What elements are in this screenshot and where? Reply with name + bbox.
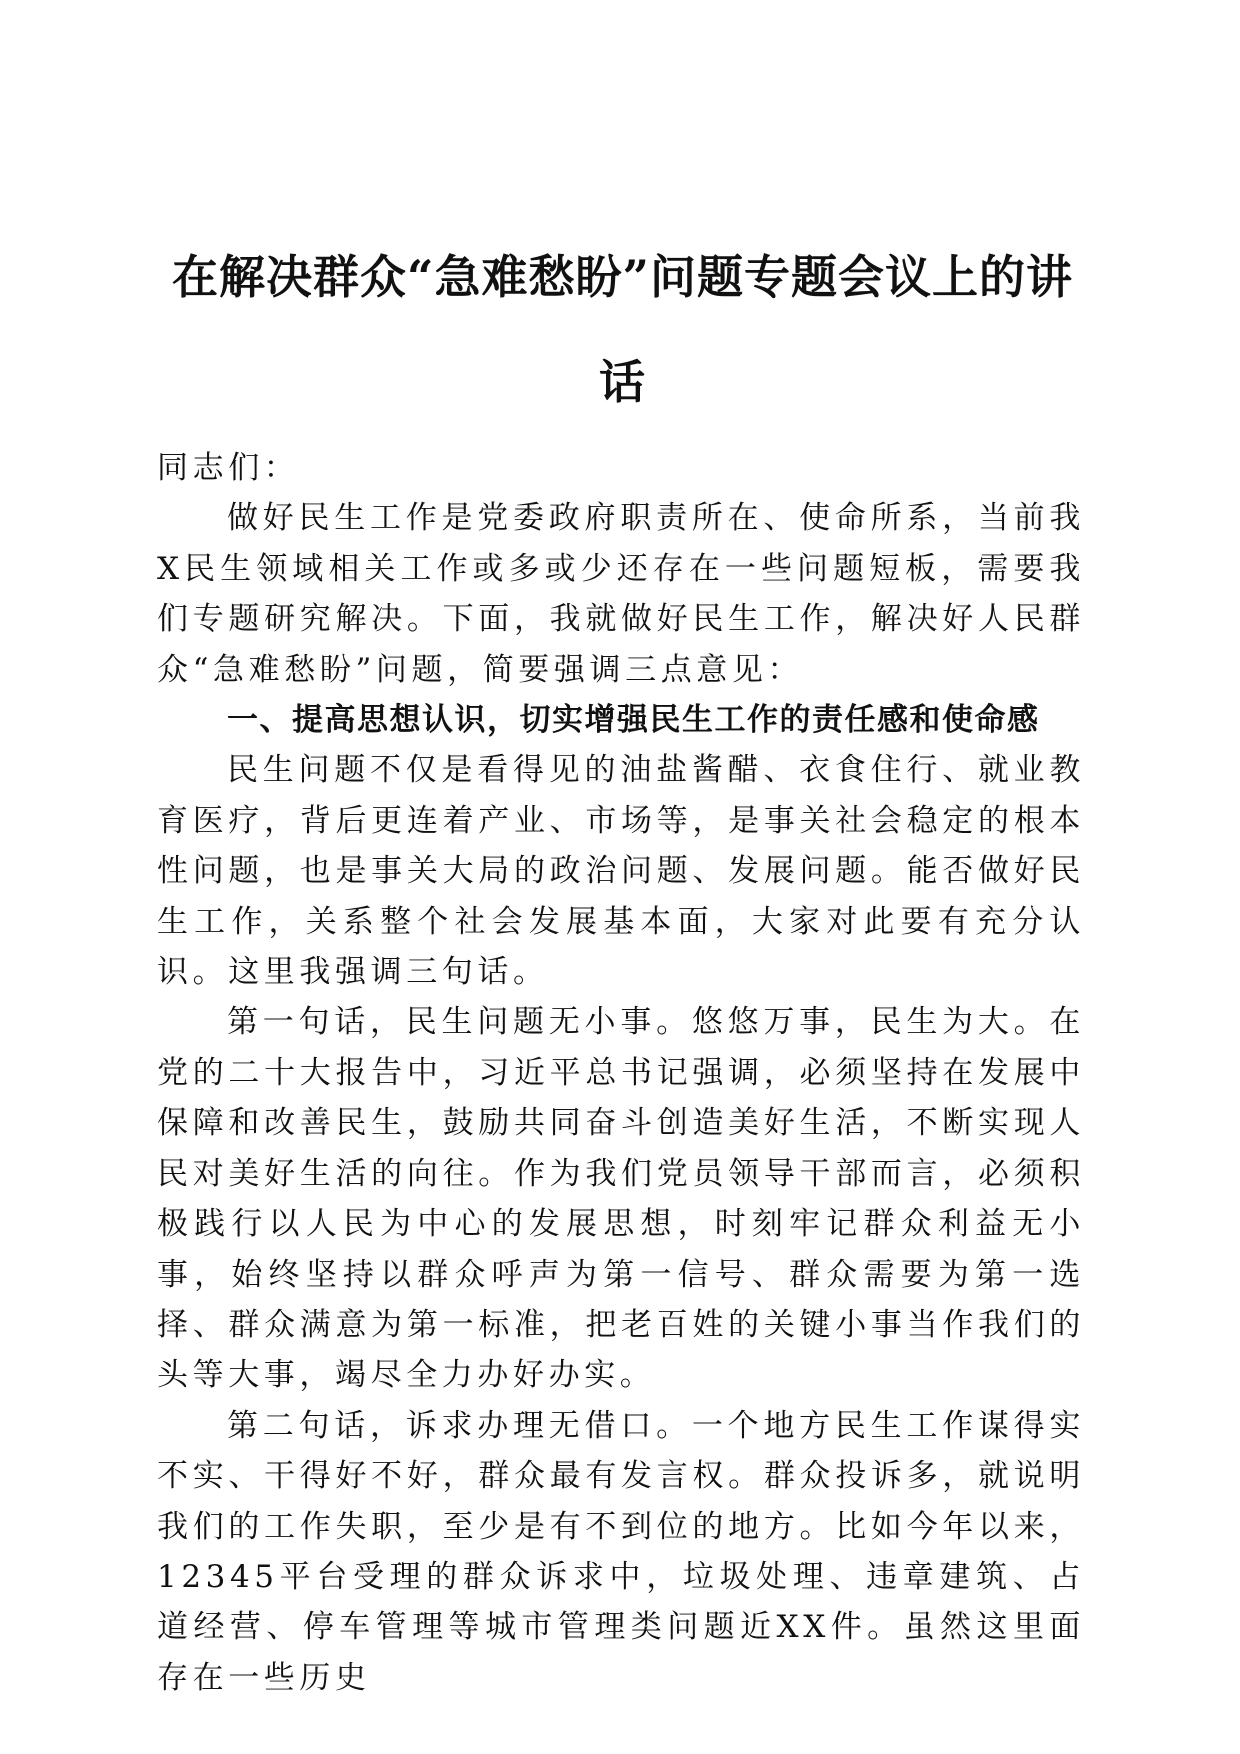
body-paragraph-1: 民生问题不仅是看得见的油盐酱醋、衣食住行、就业教育医疗，背后更连着产业、市场等，是事关社会稳定的根本性问题，也是事关大局的政治问题、发展问题。能否做好民生工作，关系整个社会发展基本面，大家对此要有充分认识。这里我强调三句话。 xyxy=(157,752,1085,991)
body-paragraph-3: 第二句话，诉求办理无借口。一个地方民生工作谋得实不实、干得好不好，群众最有发言权。群众投诉多，就说明我们的工作失职，至少是有不到位的地方。比如今年以来，12345平台受理的群众诉求中，垃圾处理、违章建筑、占道经营、停车管理等城市管理类问题近XX件。虽然这里面存在一些历史 xyxy=(157,1407,1085,1696)
intro-paragraph: 做好民生工作是党委政府职责所在、使命所系，当前我X民生领域相关工作或多或少还存在一些问题短板，需要我们专题研究解决。下面，我就做好民生工作，解决好人民群众“急难愁盼”问题，简要强调三点意见： xyxy=(157,500,1085,688)
section-heading-1: 一、提高思想认识，切实增强民生工作的责任感和使命感 xyxy=(227,702,1040,739)
body-paragraph-2: 第一句话，民生问题无小事。悠悠万事，民生为大。在党的二十大报告中，习近平总书记强调，必须坚持在发展中保障和改善民生，鼓励共同奋斗创造美好生活，不断实现人民对美好生活的向往。作为我们党员领导干部而言，必须积极践行以人民为中心的发展思想，时刻牢记群众利益无小事，始终坚持以群众呼声为第一信号、群众需要为第一选择、群众满意为第一标准，把老百姓的关键小事当作我们的头等大事，竭尽全力办好办实。 xyxy=(157,1004,1085,1394)
document-title: 在解决群众“急难愁盼”问题专题会议上的讲话 xyxy=(172,250,1073,409)
salutation: 同志们： xyxy=(157,450,300,486)
document-body xyxy=(157,443,1085,1703)
